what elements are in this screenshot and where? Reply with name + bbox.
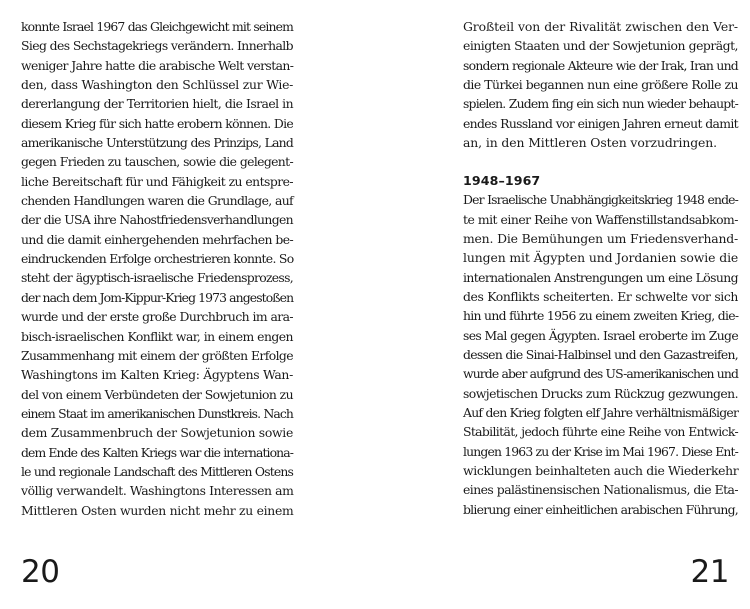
body-line: den, dass Washington den Schlüssel zur Wie- <box>21 77 293 93</box>
right-text-column <box>463 17 738 519</box>
body-line: amerikanische Unterstützung des Prinzips, Land <box>21 135 293 151</box>
body-line: Auf den Krieg folgten elf Jahre verhältnismäßiger <box>463 405 739 421</box>
right-page <box>375 0 750 609</box>
page-number-left: 20 <box>21 554 60 590</box>
body-line: eindruckenden Erfolge orchestrieren konnte. So <box>21 251 294 267</box>
page-number-right: 21 <box>690 554 729 590</box>
body-line: internationalen Anstrengungen um eine Lösung <box>463 269 738 285</box>
body-line: konnte Israel 1967 das Gleichgewicht mit seinem <box>21 19 293 34</box>
body-line: völlig verwandelt. Washingtons Interessen am <box>21 483 294 499</box>
body-line: sowjetischen Drucks zum Rückzug gezwungen. <box>463 385 738 401</box>
body-line: der nach dem Jom-Kippur-Krieg 1973 angestoßen <box>21 289 294 305</box>
body-line: ses Mal gegen Ägypten. Israel eroberte im Zuge <box>463 327 738 343</box>
body-line: weniger Jahre hatte die arabische Welt verstan- <box>21 57 294 73</box>
body-line: te mit einer Reihe von Waffenstillstandsabkom- <box>463 211 738 227</box>
body-line: dessen die Sinai-Halbinsel und den Gazastreifen, <box>463 347 738 362</box>
body-line: men. Die Bemühungen um Friedensverhand- <box>463 230 738 246</box>
body-line: lungen 1963 zu der Krise im Mai 1967. Diese Ent- <box>463 443 738 459</box>
body-line: wurde aber aufgrund des US-amerikanischen und <box>463 366 738 382</box>
body-line: diesem Krieg für sich hatte erobern können. Die <box>21 115 293 131</box>
body-line: Sieg des Sechstagekriegs verändern. Innerhalb <box>21 38 293 54</box>
body-line: wicklungen beinhalteten auch die Wiederkehr <box>463 463 739 479</box>
body-line: dem Zusammenbruch der Sowjetunion sowie <box>21 425 293 441</box>
body-line: Stabilität, jedoch führte eine Reihe von Entwick- <box>463 424 738 440</box>
body-line: des Konflikts scheiterten. Er schwelte vor sich <box>463 288 738 304</box>
body-line: del von einem Verbündeten der Sowjetunion zu <box>21 386 293 402</box>
body-line: le und regionale Landschaft des Mittleren Ostens <box>21 463 293 479</box>
section-heading: 1948–1967 <box>463 172 541 188</box>
body-line: dem Ende des Kalten Kriegs war die internationa- <box>21 444 293 460</box>
body-line: Der Israelische Unabhängigkeitskrieg 1948 ende- <box>463 192 738 208</box>
body-line: Mittleren Osten wurden nicht mehr zu einem <box>21 502 294 518</box>
body-line: blierung einer einheitlichen arabischen Führung, <box>463 501 738 517</box>
body-line: dererlangung der Territorien hielt, die Israel in <box>21 96 293 112</box>
body-line: und die damit einhergehenden mehrfachen be- <box>21 231 294 247</box>
body-line: liche Bereitschaft für und Fähigkeit zu entspre- <box>21 173 293 189</box>
body-line: Washingtons im Kalten Krieg: Ägyptens Wan- <box>21 367 293 383</box>
body-line: die Türkei begannen nun eine größere Rolle zu <box>463 77 738 93</box>
body-line: chenden Handlungen waren die Grundlage, auf <box>21 193 293 209</box>
left-text-column <box>21 17 293 520</box>
body-line: lungen mit Ägypten und Jordanien sowie die <box>463 250 739 266</box>
body-line: an, in den Mittleren Osten vorzudringen. <box>463 135 718 151</box>
body-line: einigten Staaten und der Sowjetunion geprägt, <box>463 38 738 54</box>
body-line: spielen. Zudem fing ein sich nun wieder behaupt- <box>463 96 738 112</box>
body-line: sondern regionale Akteure wie der Irak, Iran und <box>463 57 738 73</box>
body-line: gegen Frieden zu tauschen, sowie die gelegent- <box>21 154 293 170</box>
body-line: der die USA ihre Nahostfriedensverhandlungen <box>21 212 293 228</box>
body-line: bisch-israelischen Konflikt war, in einem engen <box>21 328 293 344</box>
body-line: hin und führte 1956 zu einem zweiten Krieg, die- <box>463 308 739 324</box>
body-line: Zusammenhang mit einem der größten Erfolge <box>21 347 293 363</box>
body-line: Großteil von der Rivalität zwischen den Ver- <box>463 19 738 34</box>
body-line: wurde und der erste große Durchbruch im ara- <box>21 309 293 325</box>
body-line: endes Russland vor einigen Jahren erneut damit <box>463 115 738 131</box>
body-line: eines palästinensischen Nationalismus, die Eta- <box>463 482 738 498</box>
body-line: einem Staat im amerikanischen Dunstkreis. Nach <box>21 405 293 421</box>
body-line: steht der ägyptisch-israelische Friedensprozess, <box>21 270 293 286</box>
